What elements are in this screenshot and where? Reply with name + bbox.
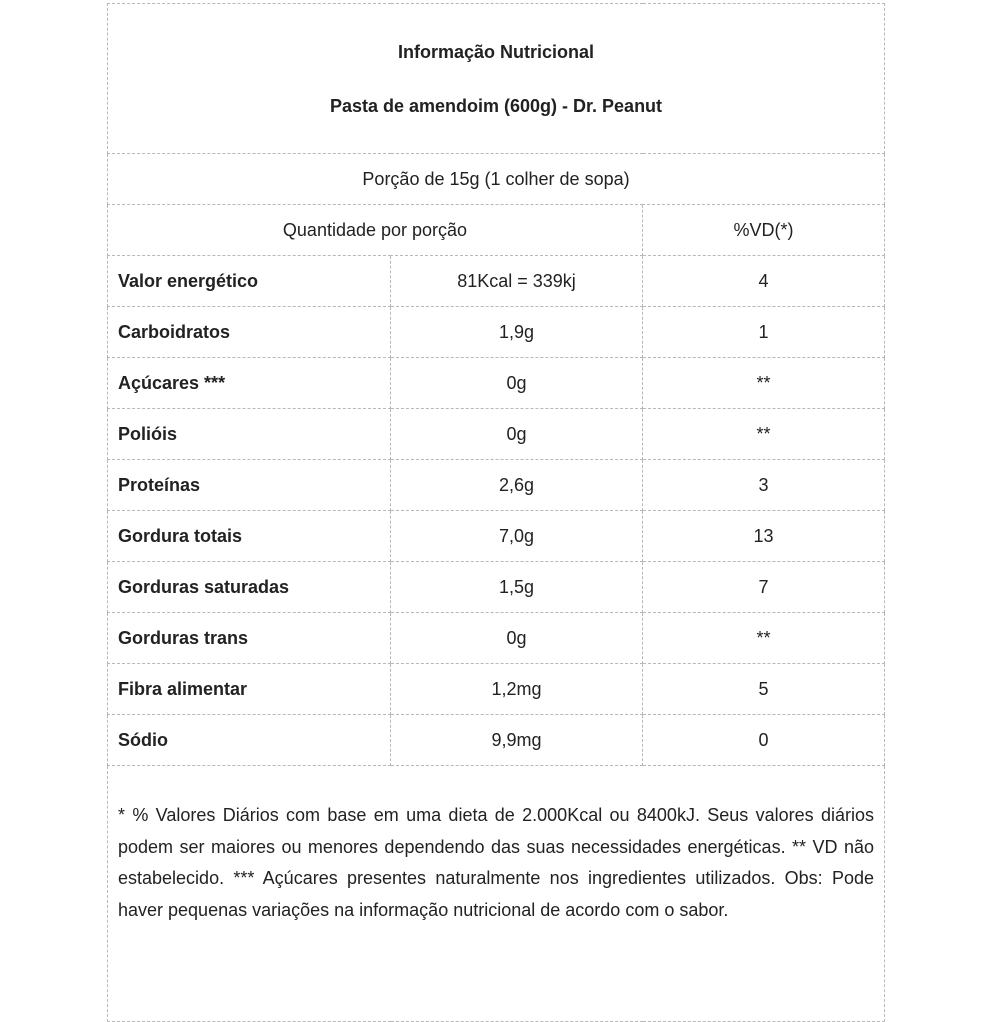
nutrient-vd: 7 (643, 562, 885, 613)
nutrient-amount: 0g (391, 613, 643, 664)
nutrient-vd: 4 (643, 256, 885, 307)
footnote: * % Valores Diários com base em uma dieta de 2.000Kcal ou 8400kJ. Seus valores diários podem ser maiores ou menores dependendo das suas necessidades energéticas. ** VD não estabelecido. *** Açúcares presentes naturalmente nos ingredientes utilizados. Obs: Pode haver pequenas variações na informação nutricional de acordo com o sabor. (108, 766, 885, 1022)
nutrient-amount: 81Kcal = 339kj (391, 256, 643, 307)
nutrient-name: Proteínas (108, 460, 391, 511)
nutrient-name: Gorduras trans (108, 613, 391, 664)
table-row (108, 358, 885, 409)
table-row (108, 460, 885, 511)
nutrient-name: Gordura totais (108, 511, 391, 562)
table-row (108, 715, 885, 766)
nutrient-vd: 5 (643, 664, 885, 715)
nutrient-name: Gorduras saturadas (108, 562, 391, 613)
product-name: Pasta de amendoim (600g) - Dr. Peanut (329, 95, 663, 116)
nutrient-name: Polióis (108, 409, 391, 460)
nutrient-vd: 0 (643, 715, 885, 766)
vd-column-header: %VD(*) (643, 205, 885, 256)
nutrient-name: Sódio (108, 715, 391, 766)
table-row (108, 562, 885, 613)
table-row (108, 256, 885, 307)
table-row (108, 511, 885, 562)
nutrient-name: Carboidratos (108, 307, 391, 358)
quantity-column-header: Quantidade por porção (108, 205, 643, 256)
table-row (108, 409, 885, 460)
nutrient-vd: 3 (643, 460, 885, 511)
nutrient-amount: 0g (391, 409, 643, 460)
nutrient-vd: 1 (643, 307, 885, 358)
nutrient-amount: 0g (391, 358, 643, 409)
table-header (108, 4, 885, 154)
nutrition-table (107, 3, 885, 1022)
table-row (108, 613, 885, 664)
nutrient-amount: 1,5g (391, 562, 643, 613)
nutrient-vd: ** (643, 613, 885, 664)
portion-size: Porção de 15g (1 colher de sopa) (108, 154, 885, 205)
nutrient-amount: 1,9g (391, 307, 643, 358)
nutrient-vd: ** (643, 409, 885, 460)
table-row (108, 307, 885, 358)
nutrient-name: Fibra alimentar (108, 664, 391, 715)
nutrient-amount: 9,9mg (391, 715, 643, 766)
nutrient-vd: 13 (643, 511, 885, 562)
nutrient-amount: 7,0g (391, 511, 643, 562)
nutrient-name: Açúcares *** (108, 358, 391, 409)
table-title: Informação Nutricional (397, 41, 595, 62)
table-row (108, 664, 885, 715)
nutrient-vd: ** (643, 358, 885, 409)
nutrient-name: Valor energético (108, 256, 391, 307)
nutrient-amount: 1,2mg (391, 664, 643, 715)
nutrient-amount: 2,6g (391, 460, 643, 511)
